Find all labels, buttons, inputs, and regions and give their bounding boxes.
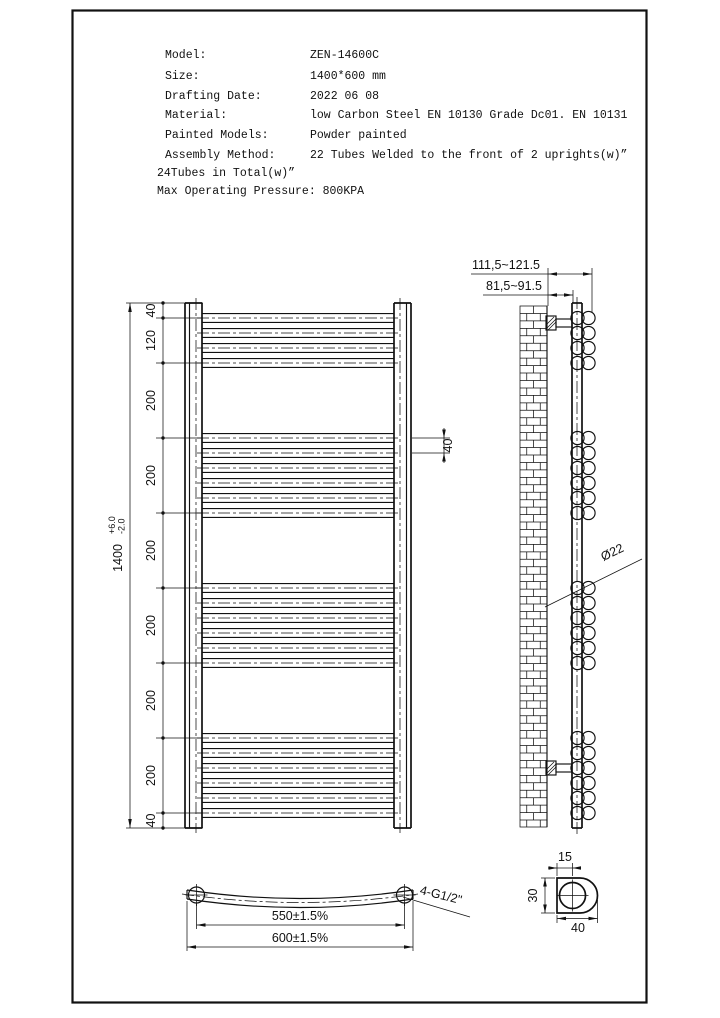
chain-tick bbox=[161, 511, 164, 514]
chain-tick bbox=[161, 361, 164, 364]
tube-diameter-label: Ø22 bbox=[598, 540, 626, 564]
overall-height-value: 1400 bbox=[111, 544, 125, 572]
title-row-value: low Carbon Steel EN 10130 Grade Dc01. EN 10131 bbox=[310, 109, 628, 122]
chain-tick bbox=[161, 301, 164, 304]
tube-pitch-label: 40 bbox=[441, 438, 455, 453]
tolerance-minus: -2.0 bbox=[116, 518, 127, 534]
chain-tick bbox=[161, 316, 164, 319]
chain-tick bbox=[161, 661, 164, 664]
chain-dim-label: 200 bbox=[144, 615, 158, 636]
chain-dim-label: 40 bbox=[144, 303, 158, 318]
profile-width-label: 40 bbox=[571, 921, 585, 935]
assembly-continued-line: 24Tubes in Total(w)” bbox=[157, 167, 296, 180]
wall-offset-outer-label: 111,5~121.5 bbox=[472, 258, 541, 272]
chain-dim-label: 200 bbox=[144, 390, 158, 411]
title-row-label: Model: bbox=[165, 49, 207, 62]
chain-tick bbox=[161, 811, 164, 814]
chain-dim-label: 200 bbox=[144, 765, 158, 786]
chain-dim-label: 200 bbox=[144, 540, 158, 561]
chain-dim-label: 200 bbox=[144, 690, 158, 711]
title-row-label: Assembly Method: bbox=[165, 149, 276, 162]
profile-height-label: 30 bbox=[526, 888, 540, 903]
hole-offset-label: 15 bbox=[558, 850, 572, 864]
overall-width-label: 600±1.5% bbox=[271, 931, 329, 945]
connection-thread-label: 4-G1/2" bbox=[418, 883, 464, 908]
title-row-label: Drafting Date: bbox=[165, 90, 262, 103]
title-row-value: Powder painted bbox=[310, 129, 407, 142]
chain-tick bbox=[161, 586, 164, 589]
tolerance-plus: +6.0 bbox=[107, 516, 117, 534]
chain-dim-label: 200 bbox=[144, 465, 158, 486]
chain-tick bbox=[161, 436, 164, 439]
title-row-label: Material: bbox=[165, 109, 228, 122]
title-row-value: 1400*600 mm bbox=[310, 70, 386, 83]
title-row-value: 22 Tubes Welded to the front of 2 uprights(w)” bbox=[310, 149, 628, 162]
title-row-value: 2022 06 08 bbox=[310, 90, 380, 103]
max-pressure-line: Max Operating Pressure: 800KPA bbox=[157, 185, 365, 198]
wall-offset-inner-label: 81,5~91.5 bbox=[486, 279, 542, 293]
chain-dim-label: 120 bbox=[144, 330, 158, 351]
chain-tick bbox=[161, 826, 164, 829]
title-row-label: Painted Models: bbox=[165, 129, 269, 142]
upright-centers-label: 550±1.5% bbox=[271, 909, 329, 923]
chain-tick bbox=[161, 736, 164, 739]
chain-dim-label: 40 bbox=[144, 813, 158, 828]
title-row-value: ZEN-14600C bbox=[310, 49, 380, 62]
title-row-label: Size: bbox=[165, 70, 200, 83]
